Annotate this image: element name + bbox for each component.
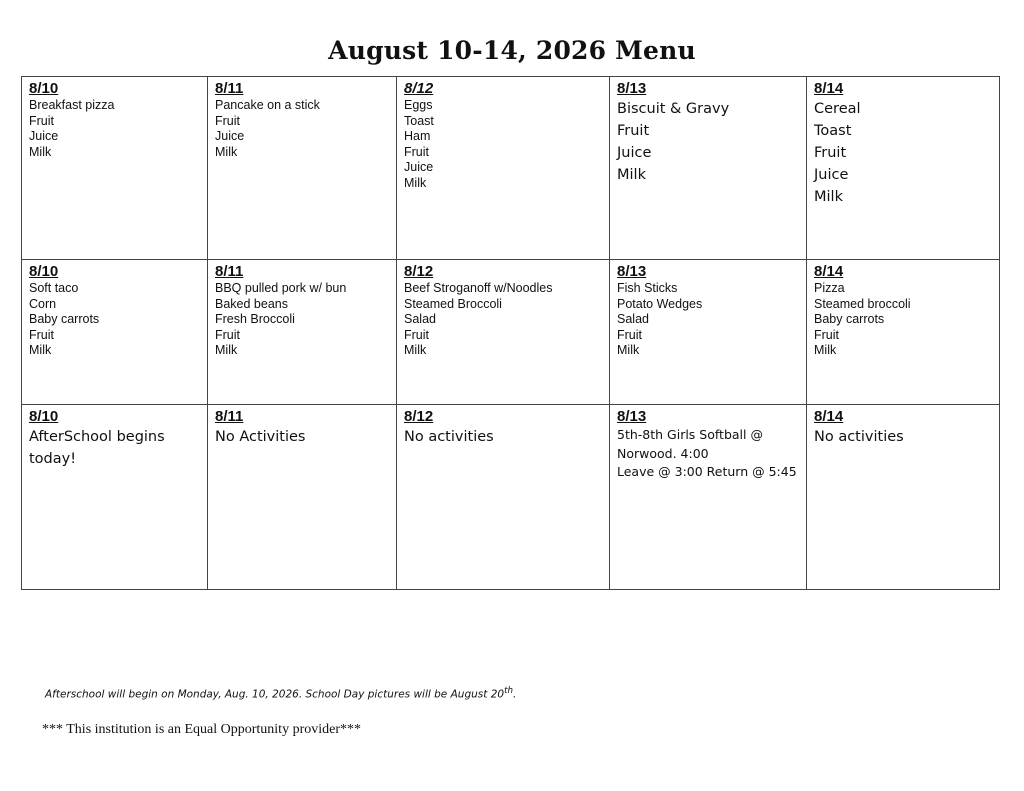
menu-item: Salad — [617, 312, 649, 326]
cell-date: 8/13 — [617, 408, 647, 425]
lunch-cell-mon — [22, 260, 208, 405]
menu-item: Fish Sticks — [617, 281, 678, 295]
activity-note: Leave @ 3:00 Return @ 5:45 — [617, 464, 797, 479]
activity-note: 5th-8th Girls Softball @ Norwood. 4:00 — [617, 427, 763, 461]
menu-item: Fruit — [29, 327, 54, 342]
lunch-cell-fri — [807, 260, 1000, 405]
activity-cell-thu — [610, 405, 807, 590]
menu-item: Breakfast pizza — [29, 98, 115, 112]
cell-date: 8/11 — [215, 408, 244, 425]
menu-item: Steamed Broccoli — [404, 296, 502, 311]
menu-item: Steamed broccoli — [814, 296, 911, 311]
menu-item: Beef Stroganoff w/Noodles — [404, 281, 553, 295]
menu-item: Fruit — [617, 327, 642, 342]
menu-item: Juice — [814, 167, 849, 183]
menu-item: Baby carrots — [814, 312, 885, 326]
cell-date: 8/10 — [29, 408, 59, 425]
menu-item: Milk — [29, 144, 52, 159]
menu-item: Juice — [404, 160, 434, 174]
menu-item: Fruit — [29, 113, 54, 128]
menu-item: Juice — [215, 129, 245, 143]
cell-date: 8/11 — [215, 263, 244, 280]
menu-item: Milk — [814, 343, 837, 357]
menu-item: Baby carrots — [29, 312, 100, 326]
equal-opportunity-statement: *** This institution is an Equal Opportunity provider*** — [42, 722, 361, 737]
cell-date: 8/14 — [814, 263, 844, 280]
cell-date: 8/14 — [814, 80, 844, 97]
menu-item: Toast — [404, 113, 434, 128]
cell-date: 8/12 — [404, 80, 434, 97]
menu-item: Fruit — [814, 327, 839, 342]
activity-note: AfterSchool begins today! — [29, 429, 165, 467]
page-title: August 10-14, 2026 Menu — [328, 36, 696, 65]
afterschool-note — [45, 686, 516, 701]
ordinal-suffix: th — [504, 686, 514, 696]
menu-item: Juice — [29, 129, 59, 143]
activity-note: No activities — [814, 429, 904, 445]
lunch-cell-thu — [610, 260, 807, 405]
cell-date: 8/10 — [29, 263, 59, 280]
menu-item: Potato Wedges — [617, 296, 703, 311]
menu-item: Milk — [29, 343, 52, 357]
breakfast-cell-mon — [22, 77, 208, 260]
afterschool-note-text: Afterschool will begin on Monday, Aug. 10, 2026. School Day pictures will be August 20 — [45, 688, 505, 701]
menu-item: Milk — [404, 175, 427, 190]
menu-item: Pancake on a stick — [215, 98, 320, 112]
menu-item: Pizza — [814, 281, 845, 295]
cell-date: 8/12 — [404, 408, 434, 425]
menu-item: Fruit — [215, 327, 240, 342]
afterschool-note-end: . — [513, 688, 517, 701]
activity-note: No activities — [404, 429, 494, 445]
menu-item: Soft taco — [29, 281, 79, 295]
menu-item: Milk — [617, 167, 646, 183]
menu-item: Fresh Broccoli — [215, 312, 295, 326]
breakfast-cell-fri — [807, 77, 1000, 260]
menu-item: Fruit — [404, 144, 429, 159]
menu-item: Milk — [814, 189, 843, 205]
menu-item: Cereal — [814, 101, 861, 117]
breakfast-cell-wed — [397, 77, 610, 260]
menu-item: BBQ pulled pork w/ bun — [215, 281, 347, 295]
cell-date: 8/13 — [617, 80, 647, 97]
cell-date: 8/12 — [404, 263, 434, 280]
activities-row — [22, 405, 1000, 590]
menu-item: Baked beans — [215, 296, 288, 311]
cell-date: 8/14 — [814, 408, 844, 425]
menu-item: Fruit — [814, 145, 847, 161]
menu-item: Biscuit & Gravy — [617, 101, 730, 117]
menu-item: Corn — [29, 296, 57, 311]
lunch-row — [22, 260, 1000, 405]
breakfast-cell-tue — [208, 77, 397, 260]
activity-note: No Activities — [215, 429, 306, 445]
activity-cell-wed — [397, 405, 610, 590]
menu-item: Fruit — [617, 123, 650, 139]
breakfast-row — [22, 77, 1000, 260]
menu-item: Salad — [404, 312, 436, 326]
menu-item: Fruit — [215, 113, 240, 128]
menu-table — [21, 76, 1000, 590]
menu-item: Eggs — [404, 98, 433, 112]
menu-item: Milk — [617, 343, 640, 357]
cell-date: 8/10 — [29, 80, 59, 97]
breakfast-cell-thu — [610, 77, 807, 260]
activity-cell-tue — [208, 405, 397, 590]
menu-item: Juice — [617, 145, 652, 161]
activity-cell-fri — [807, 405, 1000, 590]
menu-item: Milk — [215, 343, 238, 357]
menu-item: Milk — [215, 144, 238, 159]
menu-item: Fruit — [404, 327, 429, 342]
cell-date: 8/13 — [617, 263, 647, 280]
menu-item: Toast — [814, 123, 852, 139]
cell-date: 8/11 — [215, 80, 244, 97]
lunch-cell-wed — [397, 260, 610, 405]
lunch-cell-tue — [208, 260, 397, 405]
menu-item: Milk — [404, 343, 427, 357]
menu-item: Ham — [404, 129, 431, 143]
activity-cell-mon — [22, 405, 208, 590]
